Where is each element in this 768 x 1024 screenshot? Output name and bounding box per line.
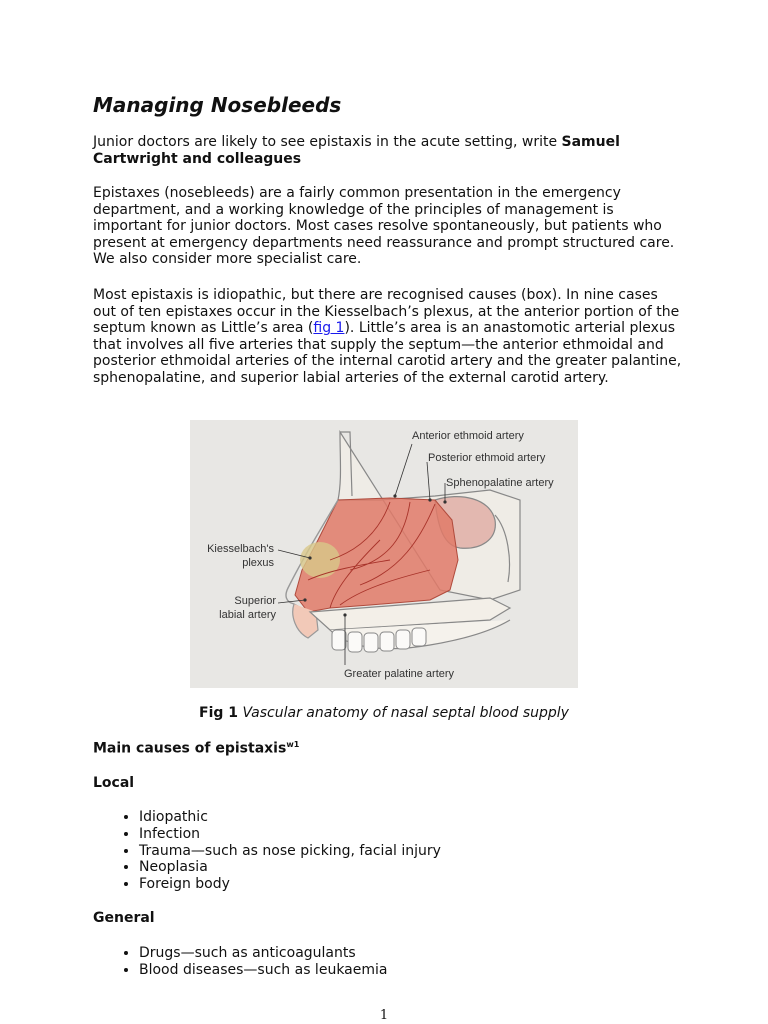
fig-1-link[interactable]: fig 1 [313,320,345,337]
local-causes-list [113,809,441,893]
general-causes-list [113,945,387,979]
list-item: • Blood diseases—such as leukaemia [139,962,387,979]
intro-authors: Samuel Cartwright and colleagues [93,134,620,167]
list-item: • Neoplasia [139,859,441,876]
intro-text: Junior doctors are likely to see epistaxis in the acute setting, write [93,134,562,150]
label-posterior-ethmoid: Posterior ethmoid artery [428,452,546,464]
box-heading-ref: w1 [286,740,300,749]
caption-label: Fig 1 [199,705,239,721]
label-anterior-ethmoid: Anterior ethmoid artery [412,430,524,442]
nasal-anatomy-figure [190,420,578,688]
causes-text-after: ). Little’s area is an anastomotic arterial plexus that involves all five arteries that supply the septum—the anterior ethmoidal and posterior ethmoidal arteries of the internal carotid artery and the greater palantine, sphenopalatine, and superior labial arteries of the external carotid artery. [93,320,682,386]
general-heading: General [93,910,155,926]
figure-caption [0,705,768,721]
label-superior-labial-line1: Superior [234,595,276,607]
list-item: • Trauma—such as nose picking, facial injury [139,843,441,860]
label-greater-palatine: Greater palatine artery [344,668,455,680]
page-number: 1 [379,1008,389,1023]
epistaxes-paragraph: Epistaxes (nosebleeds) are a fairly common presentation in the emergency department, and a working knowledge of the principles of management is important for junior doctors. Most cases resolve spontaneously, but patients who present at emergency departments need reassurance and prompt structured care. We also consider more specialist care. [93,185,675,268]
list-item: • Foreign body [139,876,441,893]
label-kiesselbach-line1: Kiesselbach's [207,543,274,555]
local-heading: Local [93,775,135,791]
label-kiesselbach-line2: plexus [242,557,274,569]
causes-text-before: Most epistaxis is idiopathic, but there are recognised causes (box). In nine cases out of ten epistaxes occur in the Kiesselbach’s plexus, at the anterior portion of the septum known as Little’s area ( [93,287,680,337]
label-superior-labial-line2: labial artery [219,609,276,621]
nasal-anatomy-illustration [190,420,578,688]
caption-text: Vascular anatomy of nasal septal blood supply [242,705,569,721]
box-heading [93,740,299,757]
box-heading-text: Main causes of epistaxis [93,740,287,757]
list-item: • Idiopathic [139,809,441,826]
page-title: Managing Nosebleeds [93,93,342,117]
intro-paragraph [93,134,683,167]
list-item: • Drugs—such as anticoagulants [139,945,387,962]
list-item: • Infection [139,826,441,843]
label-sphenopalatine: Sphenopalatine artery [446,477,554,489]
causes-paragraph [93,287,683,387]
